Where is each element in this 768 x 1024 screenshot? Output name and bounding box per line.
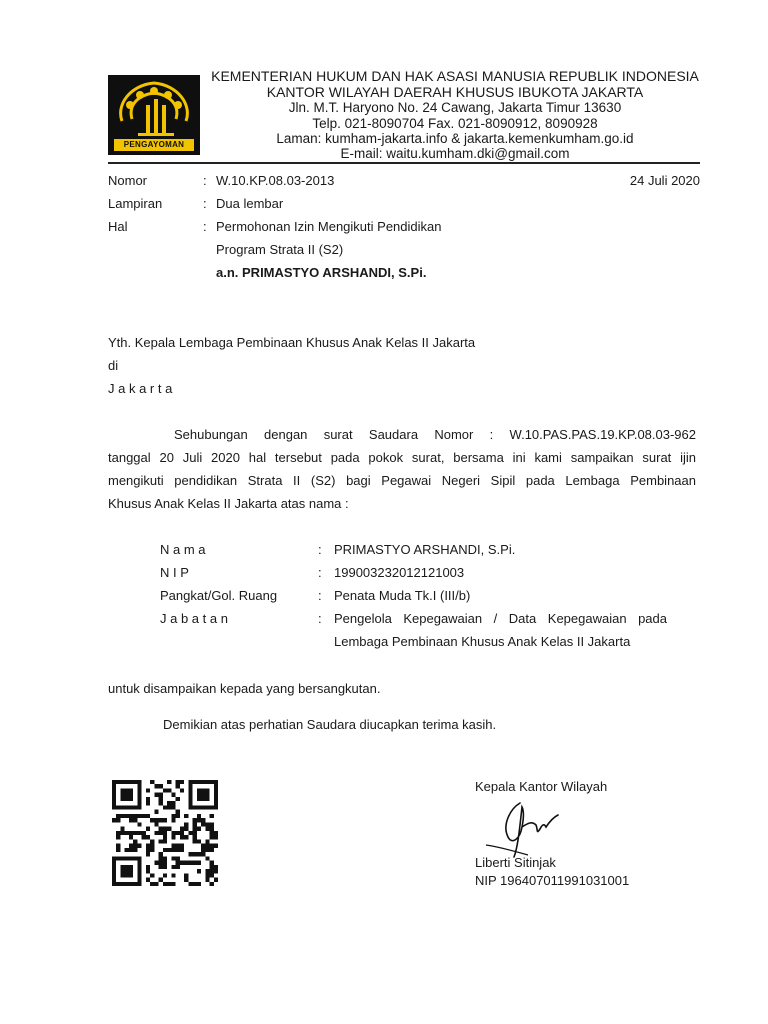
nomor-value: W.10.KP.08.03-2013 [216, 173, 335, 188]
lampiran-value: Dua lembar [216, 196, 284, 211]
colon: : [318, 588, 322, 603]
letter-date: 24 Juli 2020 [629, 173, 700, 188]
office-website: Laman: kumham-jakarta.info & jakarta.kemenkumham.go.id [276, 131, 634, 146]
colon: : [203, 173, 207, 188]
colon: : [203, 219, 207, 234]
closing-line-1: untuk disampaikan kepada yang bersangkutan. [108, 681, 381, 696]
recipient-line-2: di [108, 358, 119, 373]
qr-code-icon [112, 780, 218, 886]
handwritten-signature [480, 795, 575, 860]
employee-label-position: J a b a t a n [160, 611, 228, 626]
body-line-2: tanggal 20 Juli 2020 hal tersebut pada pokok surat, bersama ini kami sampaikan surat ijin [108, 450, 696, 465]
hal-line-3: a.n. PRIMASTYO ARSHANDI, S.Pi. [216, 265, 427, 280]
colon: : [318, 565, 322, 580]
closing-line-2: Demikian atas perhatian Saudara diucapkan terima kasih. [163, 717, 497, 732]
employee-label-name: N a m a [160, 542, 206, 557]
employee-label-nip: N I P [160, 565, 189, 580]
logo-label: PENGAYOMAN [114, 139, 194, 151]
employee-value-position-2: Lembaga Pembinaan Khusus Anak Kelas II Jakarta [334, 634, 631, 649]
nomor-label: Nomor [108, 173, 148, 188]
colon: : [318, 611, 322, 626]
employee-value-rank: Penata Muda Tk.I (III/b) [334, 588, 471, 603]
body-paragraph [108, 423, 696, 515]
office-name: KANTOR WILAYAH DAERAH KHUSUS IBUKOTA JAKARTA [266, 84, 644, 100]
hal-line-2: Program Strata II (S2) [216, 242, 344, 257]
office-phone: Telp. 021-8090704 Fax. 021-8090912, 8090928 [312, 116, 598, 131]
employee-value-nip: 199003232012121003 [334, 565, 465, 580]
office-email: E-mail: waitu.kumham.dki@gmail.com [340, 146, 570, 161]
ministry-name: KEMENTERIAN HUKUM DAN HAK ASASI MANUSIA REPUBLIK INDONESIA [211, 68, 699, 84]
hal-label: Hal [108, 219, 128, 234]
employee-value-position-1: Pengelola Kepegawaian / Data Kepegawaian pada [334, 611, 667, 626]
signatory-title: Kepala Kantor Wilayah [475, 779, 608, 794]
office-address: Jln. M.T. Haryono No. 24 Cawang, Jakarta Timur 13630 [288, 100, 622, 115]
ministry-logo [108, 75, 200, 155]
recipient-line-1: Yth. Kepala Lembaga Pembinaan Khusus Anak Kelas II Jakarta [108, 335, 476, 350]
employee-value-name: PRIMASTYO ARSHANDI, S.Pi. [334, 542, 516, 557]
colon: : [203, 196, 207, 211]
signatory-name: Liberti Sitinjak [475, 855, 556, 870]
hal-line-1: Permohonan Izin Mengikuti Pendidikan [216, 219, 442, 234]
signatory-nip: NIP 196407011991031001 [475, 873, 630, 888]
letterhead-divider [108, 162, 700, 164]
body-line-3: mengikuti pendidikan Strata II (S2) bagi Pegawai Negeri Sipil pada Lembaga Pembinaan [108, 473, 696, 488]
employee-label-rank: Pangkat/Gol. Ruang [160, 588, 278, 603]
body-line-1: Sehubungan dengan surat Saudara Nomor : W.10.PAS.PAS.19.KP.08.03-962 [174, 427, 696, 442]
body-line-4: Khusus Anak Kelas II Jakarta atas nama : [108, 496, 349, 511]
recipient-line-3: J a k a r t a [108, 381, 173, 396]
lampiran-label: Lampiran [108, 196, 163, 211]
colon: : [318, 542, 322, 557]
